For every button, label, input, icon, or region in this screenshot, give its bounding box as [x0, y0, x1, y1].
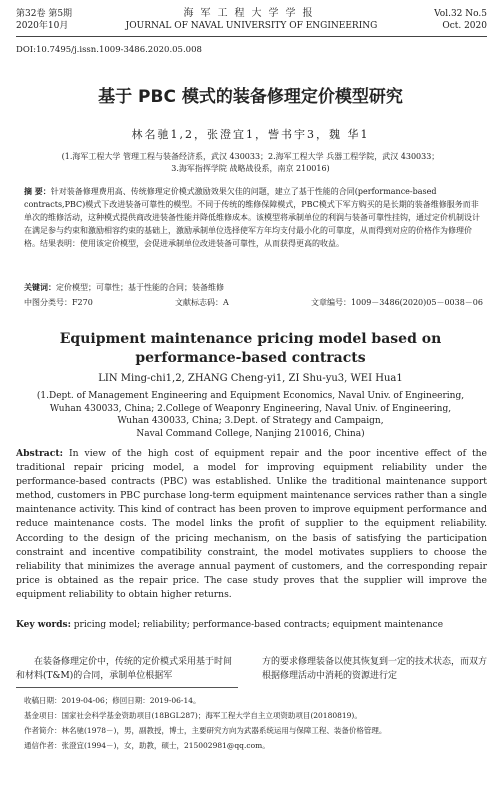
authors-en: LIN Ming-chi1,2, ZHANG Cheng-yi1, ZI Shu-yu3, WEI Hua1	[98, 373, 403, 384]
abstract-en	[16, 447, 487, 602]
affiliations-cn	[24, 151, 477, 175]
footnotes	[24, 693, 487, 753]
journal-name-en: JOURNAL OF NAVAL UNIVERSITY OF ENGINEERING	[125, 21, 378, 31]
affiliation-line: Wuhan 430033, China; 3.Dept. of Strategy and Campaign,	[117, 416, 384, 426]
title-en-line: performance-based contracts	[135, 350, 366, 366]
document-code: 文献标志码：A	[175, 298, 229, 307]
body-text-right: 方的要求修理装备以使其恢复到一定的技术状态，而双方根据修理活动中消耗的资源进行定	[262, 657, 488, 681]
journal-name-cn: 海军工程大学学报	[183, 8, 320, 19]
footnote-rule	[16, 687, 238, 688]
title-en-line: Equipment maintenance pricing model based on	[59, 331, 442, 347]
clc-number: 中图分类号：F270	[24, 298, 93, 307]
paper-title-en	[0, 330, 501, 368]
abstract-en-text: In view of the high cost of equipment repair and the poor incentive effect of the traditional repair pricing model, a model for improving equipment reliability under the performance-based contracts (PBC) was established. Unlike the traditional maintenance support method, customers in PBC purchase long-term equipment maintenance services rather than a single maintenance activity. This kind of contract has been proven to improve equipment performance and reduce maintenance costs. The model links the profit of supplier to the equipment reliability. According to the design of the pricing mechanism, on the basis of satisfying the participation constraint and incentive compatibility constraint, the model motivates suppliers to choose the reliability that minimizes the average annual payment of customers, and the corresponding repair price is obtained as the repair price. The case study proves that the supplier will improve the equipment reliability to obtain higher returns.	[16, 448, 487, 600]
volume-cn: 第32卷 第5期	[16, 9, 73, 19]
keywords-cn-text: 定价模型；可靠性；基于性能的合同；装备维修	[56, 283, 224, 292]
header-right	[434, 8, 487, 32]
header-rule	[16, 36, 487, 37]
authors-cn: 林名驰1,2，张澄宜1，訾书宇3，魏 华1	[131, 128, 370, 141]
volume-en: Vol.32 No.5	[434, 9, 487, 19]
abstract-en-label: Abstract:	[16, 448, 63, 459]
keywords-en-label: Key words:	[16, 620, 71, 630]
footnote-author: 作者简介：林名驰(1978－)，男，副教授，博士，主要研究方向为武器系统运用与保障工程、装备价格管理。	[24, 726, 387, 735]
footnote-corresponding: 通信作者：张澄宜(1994－)，女，助教，硕士，215002981@qq.com。	[24, 741, 270, 750]
article-number: 文章编号：1009－3486(2020)05－0038－06	[310, 298, 483, 307]
header-center	[106, 8, 397, 32]
affiliation-line: Wuhan 430033, China; 2.College of Weaponry Engineering, Naval Univ. of Engineering,	[49, 403, 452, 414]
abstract-cn-label: 摘 要：	[24, 187, 51, 196]
keywords-cn	[24, 282, 224, 293]
paper-title-cn: 基于 PBC 模式的装备修理定价模型研究	[98, 87, 403, 107]
running-header	[16, 8, 487, 34]
classification-line	[24, 297, 483, 308]
affiliation-line: 3.海军指挥学院 战略战役系，南京 210016)	[171, 164, 330, 173]
date-cn: 2020年10月	[16, 21, 69, 31]
affiliation-line: (1.Dept. of Management Engineering and Equipment Economics, Naval Univ. of Engineering,	[36, 391, 465, 401]
keywords-en	[16, 620, 487, 630]
footnote-received: 收稿日期：2019-04-06；修回日期：2019-06-14。	[24, 696, 201, 705]
abstract-cn-text: 针对装备修理费用高、传统修理定价模式激励效果欠佳的问题，建立了基于性能的合同(performance-based contracts,PBC)模式下改进装备可靠性的模型。不同于传统的维修保障模式，PBC模式下军方购买的是长期的装备维修服务而非单次的维修活动，这种模式提供商改进装备性能并降低维修成本。该模型将承制单位的利润与装备可靠性挂钩，通过定价机制设计在满足参与约束和激励相容约束的基础上，激励承制单位选择使军方年均支付最小化的可靠度，从而得到对应的价格作为修理价格。结果表明：使用该定价模型，会促进承制单位改进装备可靠性，从而获得更高的收益。	[24, 187, 480, 248]
doi: DOI:10.7495/j.issn.1009-3486.2020.05.008	[16, 45, 202, 55]
abstract-cn	[24, 185, 483, 250]
keywords-cn-label: 关键词：	[24, 282, 56, 292]
affiliation-line: Naval Command College, Nanjing 210016, China)	[136, 428, 365, 439]
footnote-funding: 基金项目：国家社会科学基金资助项目(18BGL287)；海军工程大学自主立项资助项目(20180819)。	[24, 711, 362, 720]
date-en: Oct. 2020	[442, 21, 487, 31]
affiliations-en	[24, 390, 477, 440]
keywords-en-text: pricing model; reliability; performance-based contracts; equipment maintenance	[73, 620, 444, 630]
affiliation-line: (1.海军工程大学 管理工程与装备经济系，武汉 430033；2.海军工程大学 兵器工程学院，武汉 430033；	[61, 152, 440, 161]
body-text-left: 在装备修理定价中，传统的定价模式采用基于时间和材料(T&M)的合同，承制单位根据军	[16, 657, 233, 681]
header-left	[16, 8, 72, 32]
